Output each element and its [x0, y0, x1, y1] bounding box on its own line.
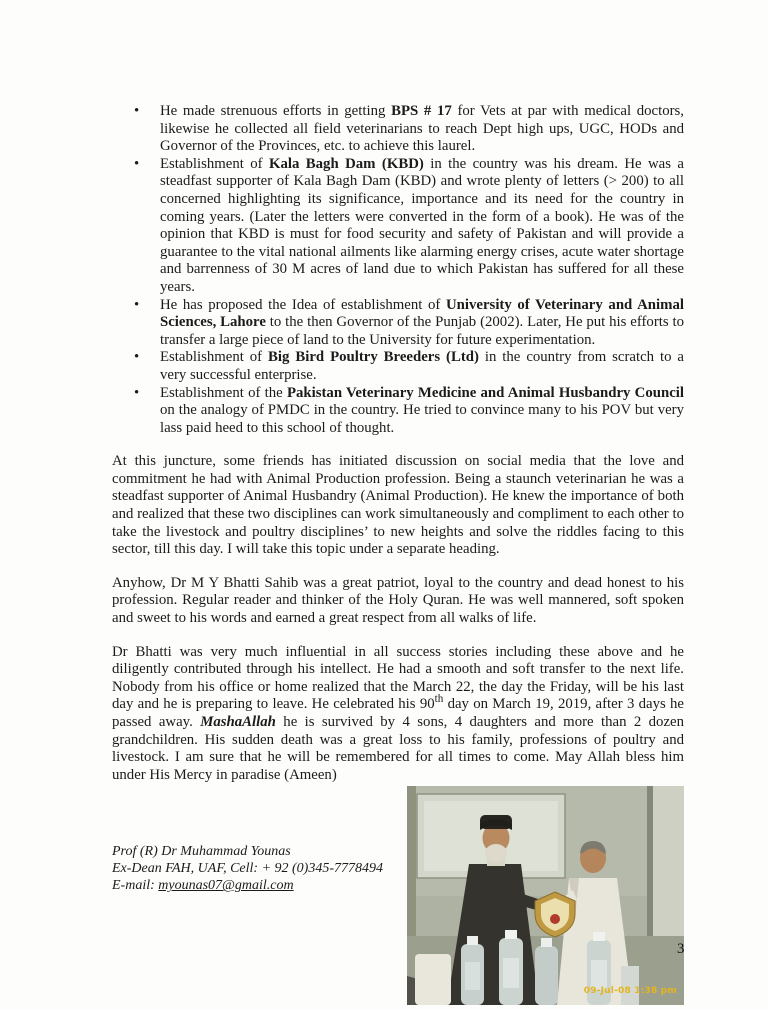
bullet-marker: • [134, 384, 140, 401]
photo-timestamp: 09-Jul-08 1:38 pm [583, 985, 677, 996]
bullet-marker: • [134, 103, 140, 119]
bullet-marker: • [134, 349, 140, 366]
bullet-item: • He made strenuous efforts in getting BPS # 17 for Vets at par with medical doctors, likewise he collected all field veterinarians to reach Dept high ups, UGC, HODs and Governor of the Provinces, etc. to achieve this laurel. [134, 103, 684, 155]
paragraph-social-media: At this juncture, some friends has initiated discussion on social media that the love and commitment he had with Animal Production profession. Being a staunch veterinarian he was a steadfast supporter of Animal Husbandry (Animal Production). He knew the importance of both and realized that these two disciplines can work simultaneously and compliment to each other to take the livestock and poultry disciplines’ to new heights and solve the riddles facing to this sector, till this day. I will take this topic under a separate heading. [112, 453, 684, 558]
bullet-marker: • [134, 296, 140, 313]
page-number: 3 [677, 941, 685, 957]
event-photo-graphic [407, 786, 684, 1005]
signature-name: Prof (R) Dr Muhammad Younas [112, 844, 291, 860]
paragraph-passing: Dr Bhatti was very much influential in all success stories including these above and he diligently contributed through his intellect. He had a smooth and soft transfer to the next life. Nobody from his office or home realized that the March 22, the day the Friday, will be his last day and he is preparing to leave. He celebrated his 90th day on March 19, 2019, after 3 days he passed away. MashaAllah he is survived by 4 sons, 4 daughters and more than 2 dozen grandchildren. His sudden death was a great loss to his family, professions of poultry and livestock. I am sure that he will be remembered for all times to come. May Allah bless him under His Mercy in paradise (Ameen) [112, 643, 685, 783]
bottom-row [112, 786, 684, 1005]
signature-contact: Ex-Dean FAH, UAF, Cell: + 92 (0)345-7778494 [112, 861, 383, 877]
bullet-item: • Establishment of the Pakistan Veterinary Medicine and Animal Husbandry Council on the analogy of PMDC in the country. He tried to convince many to his POV but very lass paid heed to this school of thought. [134, 384, 684, 436]
email-label: E-mail: [112, 878, 159, 894]
bullet-item: • Establishment of Kala Bagh Dam (KBD) in the country was his dream. He was a steadfast supporter of Kala Bagh Dam (KBD) and wrote plenty of letters (> 200) to all concerned highlighting its significance, importance and its need for the country in coming years. (Later the letters were converted in the form of a book). He was of the opinion that KBD is must for food security and safety of Pakistan and will provide a guarantee to the vital national ailments like alarming energy crises, acute water shortage and barrenness of 30 M acres of land due to which Pakistan has suffered for all these years. [134, 155, 684, 295]
bullet-item: • Establishment of Big Bird Poultry Breeders (Ltd) in the country from scratch to a very successful enterprise. [134, 349, 684, 383]
email-link[interactable]: myounas07@gmail.com [158, 878, 294, 894]
paragraph-character: Anyhow, Dr M Y Bhatti Sahib was a great patriot, loyal to the country and dead honest to his profession. Regular reader and thinker of the Holy Quran. He was well mannered, soft spoken and sweet to his words and earned a great respect from all walks of life. [112, 574, 684, 627]
signature-block [112, 843, 383, 894]
achievements-bullet-list [112, 103, 684, 437]
bullet-item: • He has proposed the Idea of establishment of University of Veterinary and Animal Sciences, Lahore to the then Governor of the Punjab (2002). Later, He put his efforts to transfer a large piece of land to the University for future experimentation. [134, 296, 684, 348]
event-photo [407, 786, 684, 1005]
bullet-marker: • [134, 155, 140, 172]
signature-email-line [112, 877, 383, 894]
